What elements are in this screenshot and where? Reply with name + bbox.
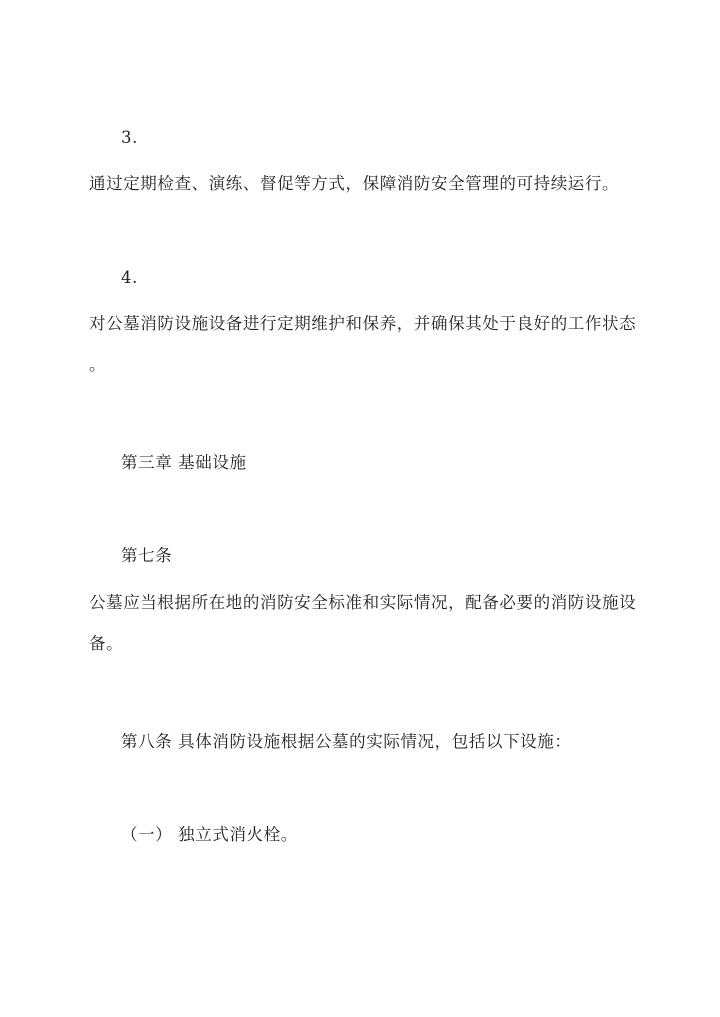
item-4-text-line1: 对公墓消防设施设备进行定期维护和保养，并确保其处于良好的工作状态 [89, 314, 637, 333]
article-7-text-line2: 备。 [89, 634, 124, 653]
item-4-number: 4. [121, 268, 138, 287]
chapter-3-heading: 第三章 基础设施 [121, 453, 247, 472]
clause-1-text: （一） 独立式消火栓。 [121, 825, 298, 844]
item-4-text-line2: 。 [89, 355, 107, 374]
article-7-heading: 第七条 [121, 546, 173, 565]
item-3-number: 3. [121, 128, 138, 147]
item-3-text: 通过定期检查、演练、督促等方式，保障消防安全管理的可持续运行。 [89, 174, 620, 193]
article-7-text-line1: 公墓应当根据所在地的消防安全标准和实际情况，配备必要的消防设施设 [89, 593, 637, 612]
article-8-text: 第八条 具体消防设施根据公墓的实际情况，包括以下设施： [121, 732, 572, 751]
